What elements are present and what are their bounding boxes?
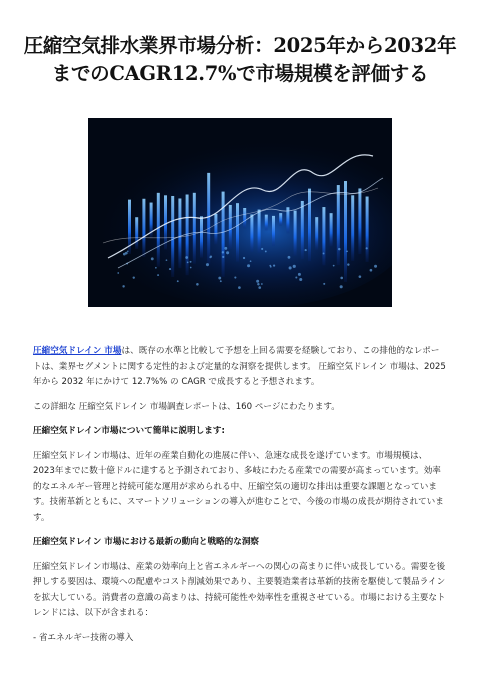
hero-dot (218, 277, 221, 280)
hero-bar (178, 198, 181, 268)
hero-bar (207, 173, 210, 264)
hero-dot (238, 286, 241, 289)
hero-dot (293, 265, 296, 268)
section-heading-overview: 圧縮空気ドレイン市場について簡単に説明します: (33, 426, 225, 436)
hero-dot (323, 283, 325, 285)
hero-bar (265, 215, 268, 231)
hero-dot (177, 280, 179, 282)
hero-dot (374, 265, 377, 268)
market-link[interactable]: 圧縮空気ドレイン 市場 (33, 346, 122, 356)
section-body-overview: 圧縮空気ドレイン市場は、近年の産業自動化の進展に伴い、急速な成長を遂げています。市場規模は、2023年までに数十億ドルに達すると予測されており、多岐にわたる産業での需要が高まっています。効率的なエネルギー管理と持続可能な運用が求められる中、圧縮空気の適切な排出は重要な課題となっています。技術革新とともに、スマートソリューションの導入が進むことで、今後の市場の成長が期待されています。 (33, 450, 444, 523)
hero-bar (142, 199, 145, 257)
hero-dot (190, 267, 192, 269)
hero-dot (169, 268, 171, 270)
hero-bar (330, 213, 333, 246)
hero-bar (301, 201, 304, 259)
hero-bar (308, 189, 311, 262)
page-title-line-1: 圧縮空気排水業界市場分析：2025年から2032年 (23, 34, 457, 57)
hero-dot (125, 252, 128, 255)
hero-dot (157, 274, 159, 276)
hero-dot (151, 257, 154, 260)
pages-note: この詳細な 圧縮空気ドレイン 市場調査レポートは、160 ページにわたります。 (33, 401, 340, 412)
hero-dot (226, 251, 229, 254)
hero-bar (358, 188, 361, 254)
page-title (20, 32, 460, 88)
hero-bar (193, 193, 196, 264)
hero-dot (127, 250, 129, 252)
hero-bar (279, 213, 282, 226)
hero-dot (234, 276, 236, 278)
hero-dot (224, 247, 227, 250)
intro-paragraph (33, 344, 447, 391)
hero-bar (229, 205, 232, 249)
hero-bar (214, 214, 217, 245)
hero-dot (133, 276, 135, 278)
hero-bar (258, 210, 261, 254)
hero-dot (222, 256, 224, 258)
hero-bar (157, 193, 160, 267)
hero-dot (166, 259, 168, 261)
hero-dot (155, 267, 157, 269)
hero-dot (243, 257, 245, 259)
hero-bar (243, 208, 246, 229)
hero-dot (250, 260, 252, 262)
hero-dot (298, 273, 301, 276)
hero-bar (135, 217, 138, 249)
hero-dot (190, 261, 192, 263)
hero-dot (346, 250, 348, 252)
hero-bar (344, 181, 347, 282)
section-body-trends: 圧縮空気ドレイン市場は、産業の効率向上と省エネルギーへの関心の高まりに伴い成長している。需要を後押しする要因は、環境への配慮やコスト削減効果であり、主要製造業者は革新的技術を駆使して製品ラインを拡大している。消費者の意識の高まりは、持続可能性や効率性を重視させている。市場における主要なトレンドには、以下が含まれる： (33, 561, 446, 618)
hero-dot (347, 263, 349, 265)
hero-dot (209, 256, 211, 258)
hero-dot (370, 269, 373, 272)
hero-bar (272, 216, 275, 246)
hero-dot (299, 278, 302, 281)
hero-bar (164, 195, 167, 249)
hero-bar (351, 195, 354, 261)
hero-dot (257, 283, 259, 285)
hero-dot (338, 248, 340, 250)
hero-bar (366, 197, 369, 262)
hero-dot (187, 262, 189, 264)
hero-bar (337, 185, 340, 265)
hero-dot (247, 264, 250, 267)
hero-dot (220, 280, 222, 282)
article-body (33, 344, 447, 655)
hero-dot (265, 250, 267, 252)
hero-dot (289, 266, 292, 269)
hero-dot (222, 251, 224, 253)
hero-bar (171, 196, 174, 277)
hero-dot (122, 285, 124, 287)
hero-dot (261, 283, 263, 285)
hero-dot (340, 285, 343, 288)
page-title-line-2: までのCAGR12.7%で市場規模を評価する (51, 62, 429, 85)
hero-bar (322, 207, 325, 265)
hero-dot (359, 275, 362, 278)
bullet-item: - 省エネルギー技術の導入 (33, 632, 134, 643)
hero-dot (295, 276, 297, 278)
hero-dot (270, 266, 272, 268)
hero-dot (323, 253, 325, 255)
hero-bar (200, 216, 203, 257)
intro-text: は、既存の水準と比較して予想を上回る需要を経験しており、この排他的なレポートは、業界セグメントに関する定性的および定量的な洞察を提供します。 圧縮空気ドレイン 市場は、2025 年から 2032 年にかけて 12.7%% の CAGR で成長すると予想されます。 (33, 346, 446, 387)
hero-dot (256, 280, 259, 283)
hero-dot (305, 249, 307, 251)
hero-dot (340, 277, 343, 280)
hero-graphic (88, 118, 392, 307)
hero-bar (222, 192, 225, 277)
hero-dot (117, 272, 119, 274)
section-heading-trends: 圧縮空気ドレイン 市場における最新の動向と戦略的な洞察 (33, 537, 260, 547)
hero-dot (196, 283, 199, 286)
hero-dot (288, 256, 291, 259)
hero-bar (250, 214, 253, 252)
hero-bar (294, 211, 297, 256)
hero-dot (261, 248, 263, 250)
hero-bar (315, 217, 318, 250)
hero-dot (366, 247, 368, 249)
hero-dot (185, 256, 188, 259)
hero-image (88, 118, 392, 307)
hero-dot (206, 263, 209, 266)
hero-dot (273, 264, 275, 266)
hero-dot (258, 286, 261, 289)
hero-dot (333, 265, 335, 267)
hero-bar (236, 203, 239, 261)
